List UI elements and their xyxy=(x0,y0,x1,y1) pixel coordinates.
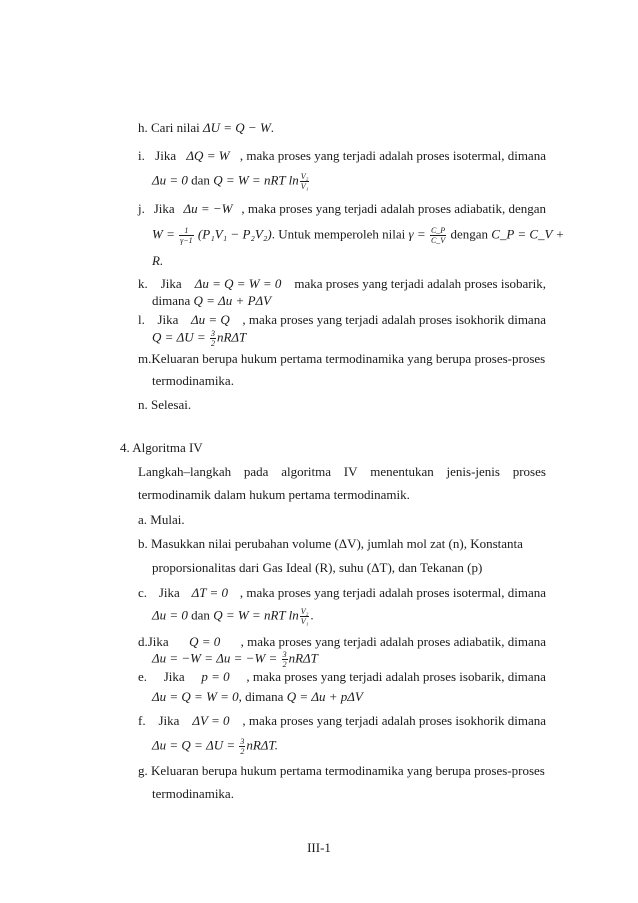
numerator: V₂ xyxy=(300,172,309,181)
page-number: III-1 xyxy=(307,840,331,855)
formula: Q = W = nRT ln xyxy=(213,607,299,623)
item-text: Masukkan nilai perubahan volume (ΔV), jumlah mol zat (n), Konstanta xyxy=(151,536,523,551)
formula: p = 0 xyxy=(201,669,230,684)
item-label: i. xyxy=(138,148,145,163)
item-text: Mulai. xyxy=(150,512,185,527)
item-text: , maka proses yang terjadi adalah proses isokhorik dimana xyxy=(242,312,546,327)
formula: Δu = Q xyxy=(190,312,230,327)
fraction xyxy=(282,650,288,669)
denominator: γ−1 xyxy=(180,236,193,245)
item-label: h. xyxy=(138,120,148,135)
item-label: j. xyxy=(138,201,145,216)
item-text: , maka proses yang terjadi adalah proses isotermal, dimana xyxy=(239,148,546,163)
item-text: Jika xyxy=(157,312,179,327)
item-text: , dimana xyxy=(238,689,284,704)
denominator: V₁ xyxy=(300,617,309,626)
word: jenis-jenis xyxy=(446,464,500,479)
justified-line xyxy=(138,669,546,685)
item-text: Jika xyxy=(153,201,175,216)
item-text: , maka proses yang terjadi adalah proses adiabatik, dimana xyxy=(240,634,546,649)
item-text: maka proses yang terjadi adalah proses isobarik, xyxy=(294,276,546,291)
formula: Δu = Q = W = 0 xyxy=(194,276,282,291)
formula: Δu = Q = W = 0 xyxy=(152,689,239,704)
word: IV xyxy=(343,464,358,479)
item-label: m. xyxy=(138,351,152,366)
item-text: . Untuk memperoleh nilai xyxy=(271,226,406,242)
formula: nRΔT. xyxy=(246,737,278,753)
justified-line xyxy=(138,312,546,328)
justified-line xyxy=(138,464,546,480)
denominator: 2 xyxy=(210,339,215,348)
formula: ΔV = 0 xyxy=(192,713,230,728)
fraction xyxy=(430,226,446,245)
word: algoritma xyxy=(281,464,332,479)
formula: Δu = Q = ΔU = xyxy=(152,737,236,753)
numerator: 1 xyxy=(179,226,194,236)
formula: Q = Δu + PΔV xyxy=(193,293,272,308)
denominator: 2 xyxy=(240,747,245,756)
formula: Q = Δu + pΔV xyxy=(286,689,363,704)
item-text: dimana xyxy=(152,293,191,308)
section-heading: 4. Algoritma IV xyxy=(120,440,203,455)
item-c-line2 xyxy=(152,607,314,626)
numerator: C_P xyxy=(430,226,446,235)
numerator: 3 xyxy=(240,737,245,746)
item-text: Cari nilai xyxy=(151,120,200,135)
item-label: g. xyxy=(138,763,148,778)
item-f-line2 xyxy=(152,737,278,756)
item-f xyxy=(138,713,546,729)
justified-line xyxy=(138,713,546,729)
formula: γ = xyxy=(408,226,426,242)
formula: nRΔT xyxy=(216,329,247,345)
word: Langkah–langkah xyxy=(138,464,232,479)
item-e-line2 xyxy=(152,689,363,705)
justified-line xyxy=(138,276,546,292)
item-label: l. xyxy=(138,312,145,327)
item-text: Jika xyxy=(158,585,180,600)
formula: W = xyxy=(152,226,175,242)
word: pada xyxy=(243,464,269,479)
item-text: proporsionalitas dari Gas Ideal (R), suhu (ΔT), dan Tekanan (p) xyxy=(152,560,483,575)
item-h xyxy=(138,120,274,136)
justified-line xyxy=(138,634,546,650)
item-d xyxy=(138,634,546,650)
formula: Q = W = nRT ln xyxy=(213,172,299,188)
item-i xyxy=(138,148,546,164)
item-k xyxy=(138,276,546,292)
item-label: n. xyxy=(138,397,148,412)
numerator: 3 xyxy=(210,329,215,338)
item-text: Selesai. xyxy=(151,397,192,412)
punct: . xyxy=(270,120,275,135)
item-a xyxy=(138,512,185,528)
word: proses xyxy=(512,464,546,479)
item-text: dan xyxy=(191,607,210,623)
item-e xyxy=(138,669,546,685)
item-label: c. xyxy=(138,585,148,600)
justified-line xyxy=(138,148,546,164)
item-b xyxy=(138,536,523,552)
item-text: Jika xyxy=(158,713,180,728)
justified-line xyxy=(138,585,546,601)
item-label: e. xyxy=(138,669,148,684)
item-label: f. xyxy=(138,713,146,728)
item-text: Keluaran berupa hukum pertama termodinamika yang berupa proses-proses xyxy=(151,351,546,366)
item-text: Jika xyxy=(155,148,177,163)
justified-line xyxy=(138,201,546,217)
formula: ΔQ = W xyxy=(186,148,230,163)
item-text: Jika xyxy=(163,669,185,684)
item-l xyxy=(138,312,546,328)
item-text: termodinamika. xyxy=(152,786,234,801)
formula: Δu = −W xyxy=(183,201,233,216)
fraction xyxy=(300,172,310,191)
item-text: termodinamika. xyxy=(152,373,234,388)
denominator: V₁ xyxy=(300,182,309,191)
item-text: , maka proses yang terjadi adalah proses isokhorik dimana xyxy=(242,713,546,728)
item-text: , maka proses yang terjadi adalah proses isotermal, dimana xyxy=(239,585,546,600)
formula: Q = ΔU = xyxy=(152,329,206,345)
item-c xyxy=(138,585,546,601)
formula: Q = 0 xyxy=(189,634,221,649)
intro-line1 xyxy=(138,464,546,480)
item-j-line2 xyxy=(152,226,565,245)
item-m xyxy=(138,351,545,367)
formula: (P₁V₁ − P₂V₂) xyxy=(197,226,272,242)
item-label: d.Jika xyxy=(138,634,169,649)
formula: ΔU = Q − W xyxy=(203,120,271,135)
denominator: 2 xyxy=(282,660,287,669)
item-text: Keluaran berupa hukum pertama termodinamika yang berupa proses-proses xyxy=(151,763,545,778)
item-label: b. xyxy=(138,536,148,551)
item-k-line2 xyxy=(152,293,271,309)
item-n xyxy=(138,397,191,413)
item-text: , maka proses yang terjadi adalah proses adiabatik, dengan xyxy=(241,201,546,216)
formula: C_P = C_V + xyxy=(491,226,565,242)
fraction xyxy=(239,737,245,756)
item-text: dan xyxy=(191,172,210,188)
item-l-line2 xyxy=(152,329,246,348)
item-text: , maka proses yang terjadi adalah proses isobarik, dimana xyxy=(246,669,546,684)
item-d-line2 xyxy=(152,650,318,669)
item-text: dengan xyxy=(450,226,488,242)
item-g xyxy=(138,763,545,779)
formula: Δu = 0 xyxy=(152,607,188,623)
fraction xyxy=(300,607,310,626)
denominator: C_V xyxy=(430,236,446,245)
formula: Δu = −W = Δu = −W = xyxy=(152,650,278,666)
fraction xyxy=(179,226,194,245)
numerator: 3 xyxy=(282,650,287,659)
formula: nRΔT xyxy=(288,650,318,666)
numerator: V₂ xyxy=(300,607,309,616)
item-text: Jika xyxy=(160,276,182,291)
word: menentukan xyxy=(370,464,434,479)
punct: . xyxy=(310,607,314,623)
formula: ΔT = 0 xyxy=(191,585,229,600)
fraction xyxy=(210,329,216,348)
intro-line2: termodinamik dalam hukum pertama termodinamik. xyxy=(138,487,410,502)
item-label: k. xyxy=(138,276,148,291)
item-i-line2 xyxy=(152,172,310,191)
item-label: a. xyxy=(138,512,148,527)
item-j xyxy=(138,201,546,217)
formula: R. xyxy=(152,253,164,268)
formula: Δu = 0 xyxy=(152,172,188,188)
